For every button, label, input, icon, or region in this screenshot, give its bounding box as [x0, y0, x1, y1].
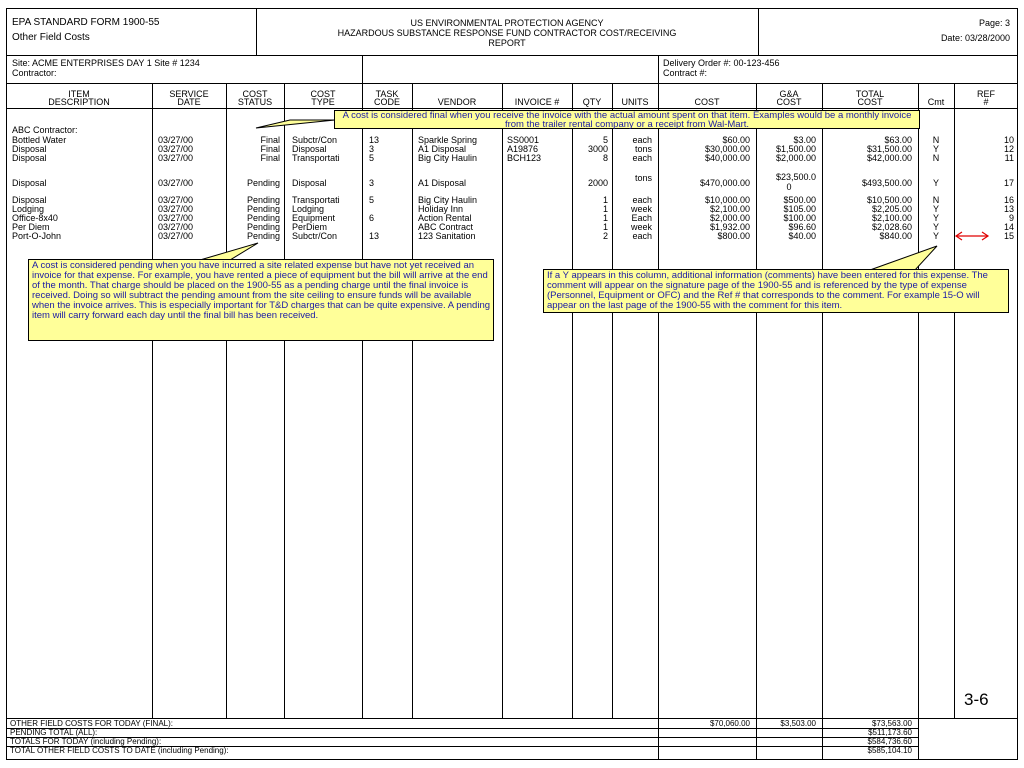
contractor-label: Contractor:	[12, 68, 57, 78]
row-cost: $2,000.00	[709, 213, 750, 223]
final-note-pointer	[256, 120, 335, 128]
row-date: 03/27/00	[158, 144, 194, 154]
col-status-header: COST	[242, 89, 268, 99]
row-units: week	[630, 204, 652, 214]
comment-column-note: If a Y appears in this column, additional information (comments) have been entered for this expense. The comment will appear on the signature page of the 1900-55 and is referenced by the type of expense (Personnel, Equipment or OFC) and the Ref # that corresponds to the comment. For example 15-O will appear on the last page of the 1900-55 with the comment for this item.	[543, 269, 1009, 313]
row-type: Equipment	[292, 213, 336, 223]
row-ref: 9	[1008, 213, 1014, 223]
row-item: Bottled Water	[12, 135, 67, 145]
row-cost: $800.00	[717, 231, 750, 241]
row-vendor: Holiday Inn	[418, 204, 464, 214]
row-ga: $100.00	[783, 213, 816, 223]
row-total: $493,500.00	[861, 178, 912, 188]
row-units: Each	[631, 213, 652, 223]
row-cmt: Y	[932, 178, 939, 188]
row-date: 03/27/00	[158, 222, 194, 232]
row-item: Per Diem	[12, 222, 50, 232]
col-cmt-header: Cmt	[927, 97, 945, 107]
row-vendor: 123 Sanitation	[418, 231, 476, 241]
row-qty: 1	[602, 213, 608, 223]
row-item: Disposal	[12, 153, 47, 163]
row-total: $840.00	[879, 231, 912, 241]
row-invoice: SS0001	[507, 135, 540, 145]
row-status: Pending	[246, 231, 280, 241]
row-units: each	[632, 231, 652, 241]
row-qty: 5	[602, 135, 608, 145]
row-task: 5	[369, 195, 375, 205]
col-task-header-sub: CODE	[373, 97, 400, 107]
row-date: 03/27/00	[158, 195, 194, 205]
row-item: Office-8x40	[12, 213, 58, 223]
row-ref: 10	[1003, 135, 1014, 145]
col-ga-header: G&A	[779, 89, 799, 99]
slide-number: 3-6	[964, 690, 989, 709]
row-vendor: A1 Disposal	[418, 144, 467, 154]
row-status: Final	[260, 144, 280, 154]
row-ga: $105.00	[783, 204, 816, 214]
row-cmt: Y	[932, 213, 939, 223]
row-ref: 17	[1003, 178, 1014, 188]
row-units: each	[632, 195, 652, 205]
row-ga: $2,000.00	[775, 153, 816, 163]
agency-line-2: HAZARDOUS SUBSTANCE RESPONSE FUND CONTRACTOR COST/RECEIVING	[337, 28, 677, 38]
row-units: each	[632, 135, 652, 145]
row-status: Pending	[246, 222, 280, 232]
contractor-group-label: ABC Contractor:	[12, 125, 78, 135]
row-type: Disposal	[292, 144, 327, 154]
row-cmt: N	[932, 195, 940, 205]
row-total: $10,500.00	[866, 195, 912, 205]
row-ga-wrap: 0	[786, 182, 792, 192]
totals-row-line-1	[6, 728, 918, 729]
row-cmt: Y	[932, 144, 939, 154]
form-title: EPA STANDARD FORM 1900-55	[12, 17, 160, 28]
ref-double-arrow-icon	[956, 232, 988, 240]
row-date: 03/27/00	[158, 231, 194, 241]
row-qty: 8	[602, 153, 608, 163]
col-date-header: SERVICE	[169, 89, 209, 99]
todate-total-amount: $585,104.10	[867, 746, 912, 755]
row-ga: $500.00	[783, 195, 816, 205]
today-total-label: TOTALS FOR TODAY (including Pending):	[10, 737, 162, 746]
row-ref: 14	[1003, 222, 1014, 232]
row-status: Pending	[246, 213, 280, 223]
row-vendor: Sparkle Spring	[418, 135, 478, 145]
row-cmt: Y	[932, 231, 939, 241]
col-cost-header: COST	[694, 97, 720, 107]
form-subtitle: Other Field Costs	[12, 32, 90, 43]
final-total-cost: $70,060.00	[709, 719, 750, 728]
row-ref: 12	[1003, 144, 1014, 154]
row-qty: 2	[602, 231, 608, 241]
row-cost: $2,100.00	[709, 204, 750, 214]
row-date: 03/27/00	[158, 213, 194, 223]
row-cost: $60.00	[722, 135, 750, 145]
row-task: 3	[369, 178, 375, 188]
report-date: Date: 03/28/2000	[940, 33, 1010, 43]
row-status: Final	[260, 153, 280, 163]
row-cost: $10,000.00	[704, 195, 750, 205]
col-status-header-sub: STATUS	[237, 97, 273, 107]
contract-number: Contract #:	[663, 68, 708, 78]
row-cmt: Y	[932, 222, 939, 232]
col-invoice-header: INVOICE #	[514, 97, 560, 107]
row-task: 3	[369, 144, 375, 154]
col-total-header: TOTAL	[855, 89, 885, 99]
row-item: Disposal	[12, 144, 47, 154]
row-ga: $23,500.0	[775, 172, 816, 182]
row-task: 13	[369, 231, 380, 241]
row-cmt: N	[932, 153, 940, 163]
cmt-note-pointer	[870, 246, 937, 270]
row-vendor: ABC Contract	[418, 222, 474, 232]
row-cost: $40,000.00	[704, 153, 750, 163]
row-type: Lodging	[292, 204, 325, 214]
row-type: Disposal	[292, 178, 327, 188]
row-item: Disposal	[12, 195, 47, 205]
row-ga: $40.00	[788, 231, 816, 241]
row-task: 13	[369, 135, 380, 145]
row-date: 03/27/00	[158, 178, 194, 188]
pending-total-amount: $511,173.60	[868, 728, 912, 737]
row-item: Lodging	[12, 204, 45, 214]
today-total-amount: $584,736.60	[867, 737, 912, 746]
row-item: Disposal	[12, 178, 47, 188]
col-total-header-sub: COST	[857, 97, 883, 107]
col-type-header: COST	[310, 89, 336, 99]
row-type: Transportati	[292, 153, 340, 163]
col-ref-header-sub: #	[983, 97, 989, 107]
col-task-header: TASK	[375, 89, 399, 99]
agency-line-3: REPORT	[488, 38, 526, 48]
page-number: Page: 3	[978, 18, 1010, 28]
row-units: each	[632, 153, 652, 163]
row-type: Transportati	[292, 195, 340, 205]
row-type: Subctr/Con	[292, 135, 338, 145]
col-units-header: UNITS	[621, 97, 649, 107]
row-total: $63.00	[884, 135, 912, 145]
row-ref: 16	[1003, 195, 1014, 205]
row-ref: 13	[1003, 204, 1014, 214]
col-ref-header: REF	[977, 89, 995, 99]
row-ga: $96.60	[788, 222, 816, 232]
col-type-header-sub: TYPE	[311, 97, 335, 107]
row-total: $2,205.00	[871, 204, 912, 214]
row-date: 03/27/00	[158, 135, 194, 145]
final-total-label: OTHER FIELD COSTS FOR TODAY (FINAL):	[10, 719, 173, 728]
row-qty: 1	[602, 204, 608, 214]
row-units: tons	[634, 144, 652, 154]
row-cost: $470,000.00	[699, 178, 750, 188]
pending-note-pointer	[200, 243, 258, 260]
row-cmt: Y	[932, 204, 939, 214]
row-total: $31,500.00	[866, 144, 912, 154]
row-ref: 11	[1004, 153, 1014, 163]
row-vendor: Big City Haulin	[418, 153, 478, 163]
row-ga: $3.00	[793, 135, 816, 145]
agency-line-1: US ENVIRONMENTAL PROTECTION AGENCY	[410, 18, 604, 28]
delivery-order: Delivery Order #: 00-123-456	[663, 58, 780, 68]
site-label: Site: ACME ENTERPRISES DAY 1 Site # 1234	[12, 58, 200, 68]
row-status: Final	[260, 135, 280, 145]
final-total-ga: $3,503.00	[780, 719, 816, 728]
row-status: Pending	[246, 178, 280, 188]
todate-total-label: TOTAL OTHER FIELD COSTS TO DATE (including Pending):	[10, 746, 229, 755]
row-task: 5	[369, 153, 375, 163]
row-total: $2,100.00	[871, 213, 912, 223]
row-cost: $1,932.00	[709, 222, 750, 232]
col-date-header-sub: DATE	[177, 97, 201, 107]
col-qty-header: QTY	[582, 97, 602, 107]
row-status: Pending	[246, 204, 280, 214]
col-item-header-sub: DESCRIPTION	[48, 97, 110, 107]
row-total: $2,028.60	[871, 222, 912, 232]
col-ga-header-sub: COST	[776, 97, 802, 107]
row-cost: $30,000.00	[704, 144, 750, 154]
row-date: 03/27/00	[158, 153, 194, 163]
row-units: tons	[634, 173, 652, 183]
row-qty: 1	[602, 195, 608, 205]
row-task: 6	[369, 213, 375, 223]
final-cost-note: A cost is considered final when you receive the invoice with the actual amount spent on that item. Examples would be a monthly invoice from the trailer rental company or a receipt from Wal-Mart.	[334, 110, 920, 129]
row-ref: 15	[1003, 231, 1014, 241]
row-units: week	[630, 222, 652, 232]
row-invoice: BCH123	[507, 153, 542, 163]
row-total: $42,000.00	[866, 153, 912, 163]
row-vendor: Action Rental	[418, 213, 472, 223]
col-vendor-header: VENDOR	[437, 97, 477, 107]
row-status: Pending	[246, 195, 280, 205]
final-total-amount: $73,563.00	[871, 719, 912, 728]
row-qty: 1	[602, 222, 608, 232]
row-type: PerDiem	[292, 222, 328, 232]
row-type: Subctr/Con	[292, 231, 338, 241]
row-qty: 2000	[587, 178, 608, 188]
row-vendor: Big City Haulin	[418, 195, 478, 205]
row-ga: $1,500.00	[775, 144, 816, 154]
row-item: Port-O-John	[12, 231, 62, 241]
pending-cost-note: A cost is considered pending when you have incurred a site related expense but have not yet received an invoice for that expense. For example, you have rented a piece of equipment but the bill will arrive at the end of the month. That charge should be placed on the 1900-55 as a pending charge until the final invoice is received. Doing so will subtract the pending amount from the site ceiling to ensure funds will be available when the invoice arrives. This is especially important for T&D charges that can be quite expensive. A pending item will carry forward each day until the final bill has been received.	[28, 259, 494, 341]
row-vendor: A1 Disposal	[418, 178, 467, 188]
row-date: 03/27/00	[158, 204, 194, 214]
pending-total-label: PENDING TOTAL (ALL):	[10, 728, 98, 737]
row-qty: 3000	[587, 144, 608, 154]
row-cmt: N	[932, 135, 940, 145]
row-invoice: A19876	[507, 144, 539, 154]
col-item-header: ITEM	[68, 89, 90, 99]
